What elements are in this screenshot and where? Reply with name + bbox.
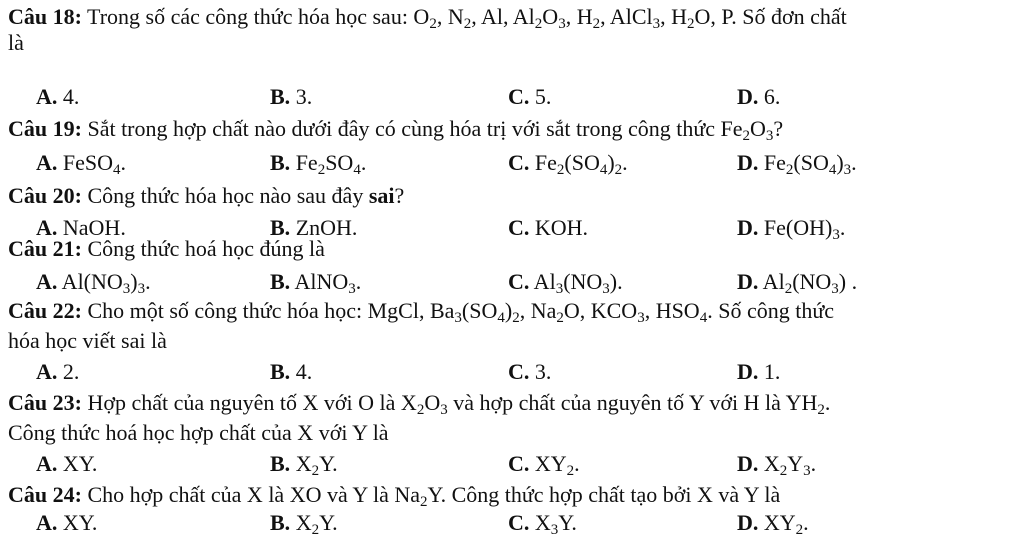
question-23-stem (8, 390, 1018, 416)
question-21-label: Câu 21: (8, 236, 82, 261)
question-23-label: Câu 23: (8, 390, 82, 415)
question-20-option-c: C. KOH. (508, 215, 589, 240)
question-21-stem (8, 236, 1018, 262)
question-18-text: Trong số các công thức hóa học sau: $O_2$, $N_2$, Al, $Al_2O_3$, $H_2$, AlCl$_3$, $H_2O$, P. Số đơn chất (81, 4, 847, 32)
question-21-option-c: C. $Al_3(NO_3)$. (508, 269, 623, 297)
question-19-label: Câu 19: (8, 116, 82, 141)
question-20-option-a: A. NaOH. (36, 215, 126, 240)
question-24-option-c: C. $X_3Y$. (508, 510, 577, 538)
question-19-option-d: D. $Fe_2(SO_4)_3$. (737, 150, 857, 178)
question-24-option-a: A. XY. (36, 510, 98, 535)
question-18-option-c: C. 5. (508, 84, 552, 109)
question-23-option-c: C. $XY_2$. (508, 451, 580, 479)
question-21-text: Công thức hoá học đúng là (81, 236, 325, 261)
question-23-text-cont: Công thức hoá học hợp chất của X với Y là (8, 420, 389, 445)
question-22-text: Cho một số công thức hóa học: MgCl, $Ba_3(SO_4)_2$, $Na_2O$, $KCO_3$, $HSO_4$. Số công thức (81, 298, 835, 326)
question-20-stem: Câu 20: Công thức hóa học nào sau đây sai? (8, 183, 405, 208)
question-21-option-a: A. $Al(NO_3)_3$. (36, 269, 151, 297)
question-23-text: Hợp chất của nguyên tố X với O là $X_2O_3$ và hợp chất của nguyên tố Y với H là $YH_2$. (81, 390, 831, 418)
question-18-stem (8, 4, 1018, 30)
question-19-text: Sắt trong hợp chất nào dưới đây có cùng hóa trị với sắt trong công thức $Fe_2O_3$? (81, 116, 784, 144)
question-22-option-c: C. 3. (508, 359, 552, 384)
question-23-option-d: D. $X_2Y_3$. (737, 451, 817, 479)
question-20-text: Công thức hóa học nào sau đây (81, 183, 369, 208)
question-21-option-d: D. $Al_2(NO_3)$ . (737, 269, 858, 297)
question-20-option-b: B. ZnOH. (270, 215, 358, 240)
question-18-stem-cont (8, 30, 1018, 56)
question-22-stem (8, 298, 1018, 324)
question-23-option-b: B. $X_2Y$. (270, 451, 338, 479)
question-18-option-d: D. 6. (737, 84, 781, 109)
question-22-stem-cont (8, 328, 1018, 354)
question-22-option-d: D. 1. (737, 359, 781, 384)
question-24-option-d: D. $XY_2$. (737, 510, 809, 538)
question-22-option-a: A. 2. (36, 359, 80, 384)
question-19-option-a: A. FeSO$_4$. (36, 150, 127, 178)
question-20-emphasis: sai (368, 183, 395, 208)
question-18-option-b: B. 3. (270, 84, 313, 109)
question-19-option-c: C. $Fe_2(SO_4)_2$. (508, 150, 628, 178)
question-19-option-b: B. $Fe_2SO_4$. (270, 150, 367, 178)
question-24-stem (8, 482, 1018, 508)
question-23-stem-cont (8, 420, 1018, 446)
question-18-text-cont: là (8, 30, 24, 55)
question-22-option-b: B. 4. (270, 359, 313, 384)
question-18-label: Câu 18: (8, 4, 82, 29)
question-20-option-d: D. $Fe(OH)_3$. (737, 215, 846, 243)
question-20-label: Câu 20: (8, 183, 82, 208)
question-24-text: Cho hợp chất của X là XO và Y là $Na_2Y$. Công thức hợp chất tạo bởi X và Y là (81, 482, 781, 510)
question-21-option-b: B. AlNO$_3$. (270, 269, 362, 297)
question-22-label: Câu 22: (8, 298, 82, 323)
question-19-stem (8, 116, 1018, 142)
question-18-option-a: A. 4. (36, 84, 80, 109)
question-24-option-b: B. $X_2Y$. (270, 510, 338, 538)
question-24-label: Câu 24: (8, 482, 82, 507)
question-23-option-a: A. XY. (36, 451, 98, 476)
question-22-text-cont: hóa học viết sai là (8, 328, 167, 353)
